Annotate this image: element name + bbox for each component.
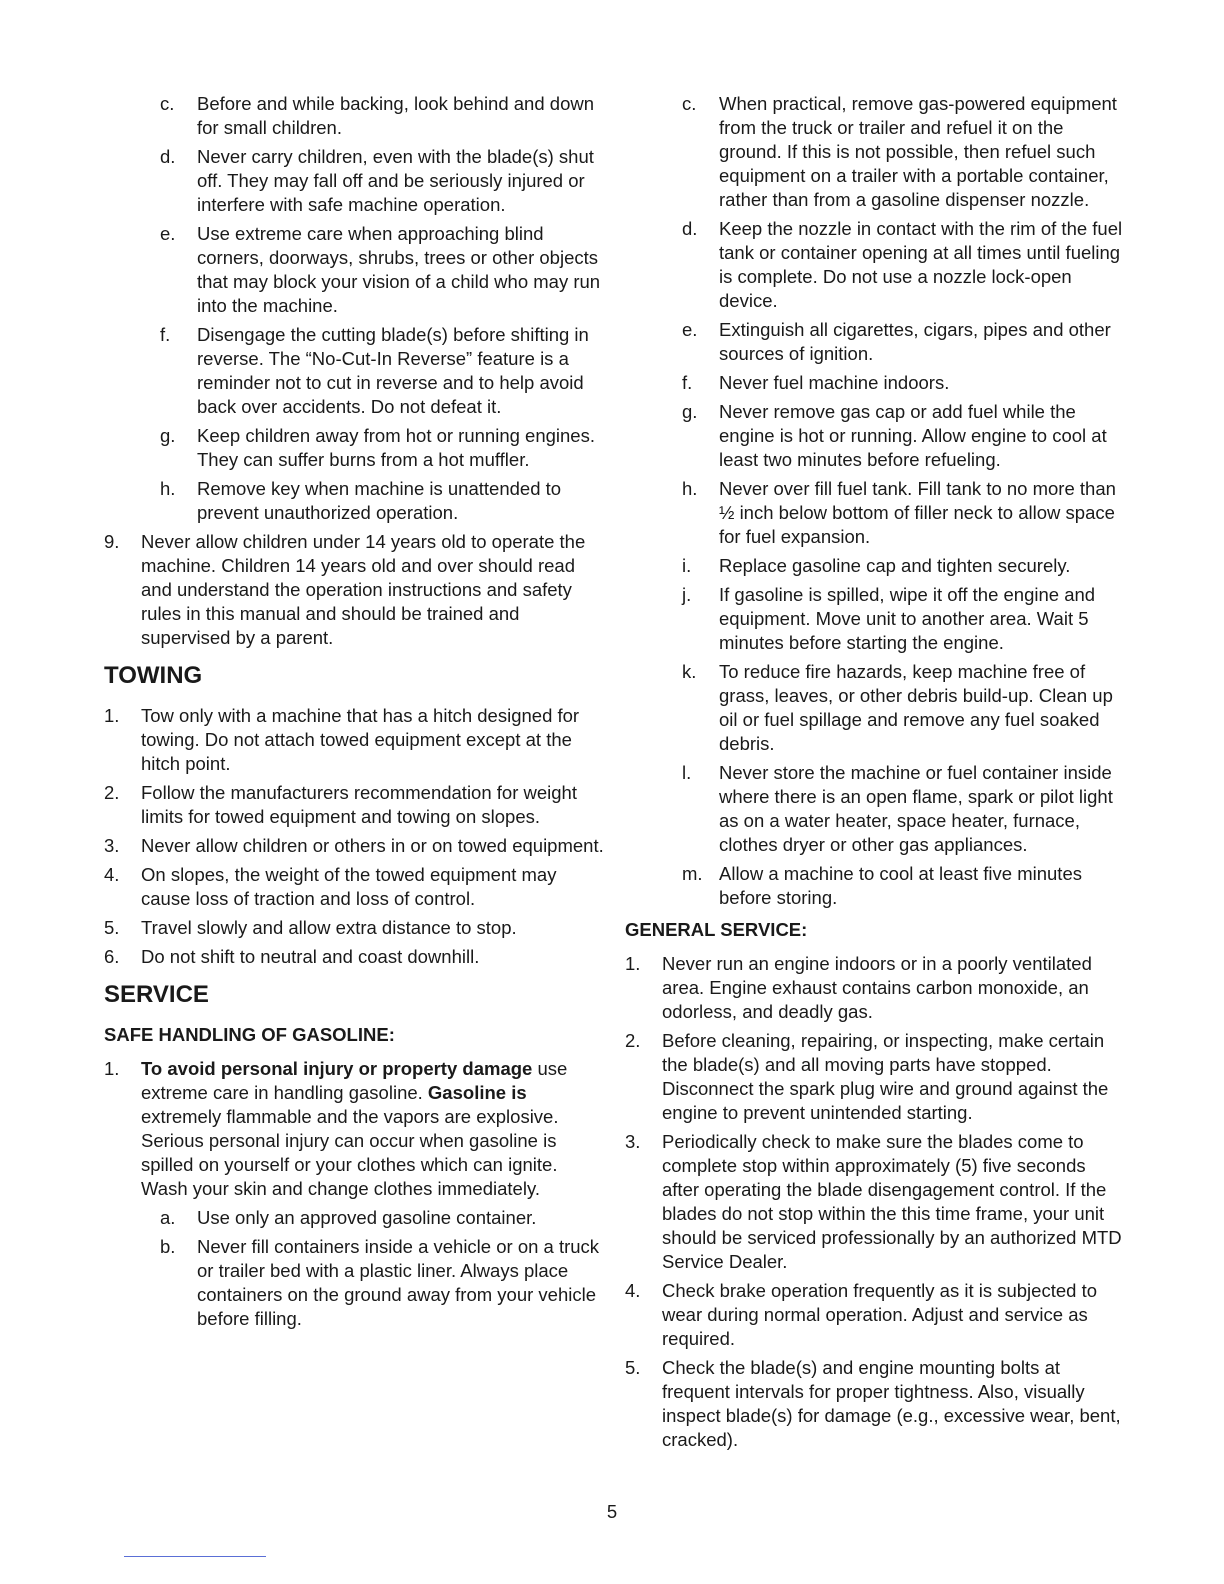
list-text: Never remove gas cap or add fuel while the engine is hot or running. Allow engine to cool at least two minutes before refueling. xyxy=(719,401,1107,470)
list-text: If gasoline is spilled, wipe it off the engine and equipment. Move unit to another area. Wait 5 minutes before starting the engine. xyxy=(719,584,1096,653)
list-marker: h. xyxy=(160,478,176,499)
list-item xyxy=(160,92,604,140)
list-item xyxy=(682,371,1125,395)
list-marker: d. xyxy=(682,218,698,239)
list-text: Remove key when machine is unattended to prevent unauthorized operation. xyxy=(197,478,562,523)
list-item xyxy=(160,222,604,318)
list-text: Use extreme care when approaching blind corners, doorways, shrubs, trees or other objects that may block your vision of a child who may run into the machine. xyxy=(197,223,601,316)
list-text: Tow only with a machine that has a hitch designed for towing. Do not attach towed equipment except at the hitch point. xyxy=(141,705,580,774)
list-item xyxy=(682,92,1125,212)
general-service-heading: GENERAL SERVICE: xyxy=(625,919,808,940)
list-marker: 4. xyxy=(625,1280,641,1301)
list-marker: i. xyxy=(682,555,692,576)
list-marker: b. xyxy=(160,1236,176,1257)
list-text: Never allow children or others in or on towed equipment. xyxy=(141,835,604,856)
list-item xyxy=(682,554,1125,578)
list-marker: 1. xyxy=(625,953,641,974)
list-marker: f. xyxy=(682,372,693,393)
list-item xyxy=(160,424,604,472)
list-item xyxy=(625,1130,1125,1274)
list-text: Never allow children under 14 years old to operate the machine. Children 14 years old and over should read and understand the operation instructions and safety rules in this manual and should be trained and supervised by a parent. xyxy=(141,531,586,648)
list-item xyxy=(682,660,1125,756)
list-marker: g. xyxy=(682,401,698,422)
service-heading: SERVICE xyxy=(104,981,209,1008)
list-text: Use only an approved gasoline container. xyxy=(197,1207,537,1228)
list-marker: 4. xyxy=(104,864,120,885)
list-marker: 3. xyxy=(104,835,120,856)
list-text: Disengage the cutting blade(s) before shifting in reverse. The “No-Cut-In Reverse” feature is a reminder not to cut in reverse and to help avoid back over accidents. Do not defeat it. xyxy=(197,324,589,417)
list-text: Check brake operation frequently as it is subjected to wear during normal operation. Adjust and service as required. xyxy=(662,1280,1097,1349)
list-marker: 5. xyxy=(625,1357,641,1378)
gasoline-heading: SAFE HANDLING OF GASOLINE: xyxy=(104,1024,395,1045)
list-item xyxy=(104,916,604,940)
list-item xyxy=(682,400,1125,472)
list-item xyxy=(160,323,604,419)
footer-rule xyxy=(124,1556,266,1557)
list-text: Before and while backing, look behind and down for small children. xyxy=(197,93,595,138)
list-item xyxy=(160,1235,604,1331)
list-marker: 9. xyxy=(104,531,120,552)
list-item xyxy=(160,1206,604,1230)
list-item xyxy=(682,583,1125,655)
warning-bold-text: Gasoline is xyxy=(427,1082,527,1103)
list-marker: f. xyxy=(160,324,171,345)
list-item xyxy=(104,834,604,858)
list-marker: m. xyxy=(682,863,703,884)
towing-heading: TOWING xyxy=(104,662,203,689)
list-item xyxy=(625,1356,1125,1452)
list-marker: e. xyxy=(682,319,698,340)
list-marker: 3. xyxy=(625,1131,641,1152)
list-item xyxy=(625,1029,1125,1125)
list-item xyxy=(104,945,604,969)
list-text: Keep children away from hot or running engines. They can suffer burns from a hot muffler. xyxy=(197,425,595,470)
list-text: Periodically check to make sure the blades come to complete stop within approximately (5) five seconds after operating the blade disengagement control. If the blades do not stop within the this time frame, your unit should be serviced professionally by an authorized MTD Service Dealer. xyxy=(662,1131,1122,1272)
list-text-part: extremely flammable and the vapors are explosive. Serious personal injury can occur when gasoline is spilled on yourself or your clothes which can ignite. Wash your skin and change clothes immediately. xyxy=(141,1106,559,1199)
warning-bold-text: To avoid personal injury or property damage xyxy=(141,1058,533,1079)
list-item xyxy=(682,217,1125,313)
list-item xyxy=(104,781,604,829)
list-text: When practical, remove gas-powered equipment from the truck or trailer and refuel it on the ground. If this is not possible, then refuel such equipment on a trailer with a portable container, rather than from a gasoline dispenser nozzle. xyxy=(719,93,1117,210)
list-item xyxy=(160,145,604,217)
list-item xyxy=(104,704,604,776)
list-text: To reduce fire hazards, keep machine free of grass, leaves, or other debris build-up. Clean up oil or fuel spillage and remove any fuel soaked debris. xyxy=(719,661,1113,754)
list-marker: c. xyxy=(682,93,697,114)
list-marker: 1. xyxy=(104,705,120,726)
list-item xyxy=(104,863,604,911)
list-marker: k. xyxy=(682,661,697,682)
list-text: Never run an engine indoors or in a poorly ventilated area. Engine exhaust contains carbon monoxide, an odorless, and deadly gas. xyxy=(662,953,1092,1022)
list-text: Never over fill fuel tank. Fill tank to no more than ½ inch below bottom of filler neck to allow space for fuel expansion. xyxy=(719,478,1116,547)
list-marker: j. xyxy=(682,584,692,605)
list-text: Never fill containers inside a vehicle or on a truck or trailer bed with a plastic liner. Always place containers on the ground away from your vehicle before filling. xyxy=(197,1236,600,1329)
list-marker: c. xyxy=(160,93,175,114)
list-text: Never carry children, even with the blade(s) shut off. They may fall off and be seriously injured or interfere with safe machine operation. xyxy=(197,146,594,215)
list-item xyxy=(104,530,604,650)
list-marker: 2. xyxy=(625,1030,641,1051)
list-marker: d. xyxy=(160,146,176,167)
right-column xyxy=(625,92,1125,1457)
list-text: Do not shift to neutral and coast downhill. xyxy=(141,946,480,967)
list-text xyxy=(141,1057,604,1201)
list-text: Check the blade(s) and engine mounting bolts at frequent intervals for proper tightness. Also, visually inspect blade(s) for damage (e.g., excessive wear, bent, cracked). xyxy=(662,1357,1121,1450)
list-text: Never fuel machine indoors. xyxy=(719,372,950,393)
list-text: Extinguish all cigarettes, cigars, pipes and other sources of ignition. xyxy=(719,319,1111,364)
list-marker: 5. xyxy=(104,917,120,938)
list-item xyxy=(682,318,1125,366)
list-text: Before cleaning, repairing, or inspecting, make certain the blade(s) and all moving parts have stopped. Disconnect the spark plug wire and ground against the engine to prevent unintended starting. xyxy=(662,1030,1109,1123)
list-text: On slopes, the weight of the towed equipment may cause loss of traction and loss of control. xyxy=(141,864,557,909)
list-marker: 2. xyxy=(104,782,120,803)
list-marker: e. xyxy=(160,223,176,244)
left-column xyxy=(104,92,604,1336)
list-item xyxy=(104,1057,604,1201)
list-item xyxy=(625,952,1125,1024)
list-text: Follow the manufacturers recommendation for weight limits for towed equipment and towing on slopes. xyxy=(141,782,577,827)
list-marker: l. xyxy=(682,762,692,783)
list-marker: a. xyxy=(160,1207,176,1228)
list-item xyxy=(160,477,604,525)
list-item xyxy=(682,761,1125,857)
list-text: Never store the machine or fuel container inside where there is an open flame, spark or pilot light as on a water heater, space heater, furnace, clothes dryer or other gas appliances. xyxy=(719,762,1113,855)
list-text: Keep the nozzle in contact with the rim of the fuel tank or container opening at all times until fueling is complete. Do not use a nozzle lock-open device. xyxy=(719,218,1123,311)
list-item xyxy=(625,1279,1125,1351)
list-marker: 1. xyxy=(104,1058,120,1079)
list-marker: h. xyxy=(682,478,698,499)
page-number: 5 xyxy=(606,1501,618,1522)
list-text-part: use extreme care in handling gasoline. xyxy=(141,1058,568,1103)
list-item xyxy=(682,862,1125,910)
list-text: Replace gasoline cap and tighten securely. xyxy=(719,555,1071,576)
list-text: Allow a machine to cool at least five minutes before storing. xyxy=(719,863,1082,908)
list-marker: g. xyxy=(160,425,176,446)
list-text: Travel slowly and allow extra distance to stop. xyxy=(141,917,517,938)
list-marker: 6. xyxy=(104,946,120,967)
list-item xyxy=(682,477,1125,549)
